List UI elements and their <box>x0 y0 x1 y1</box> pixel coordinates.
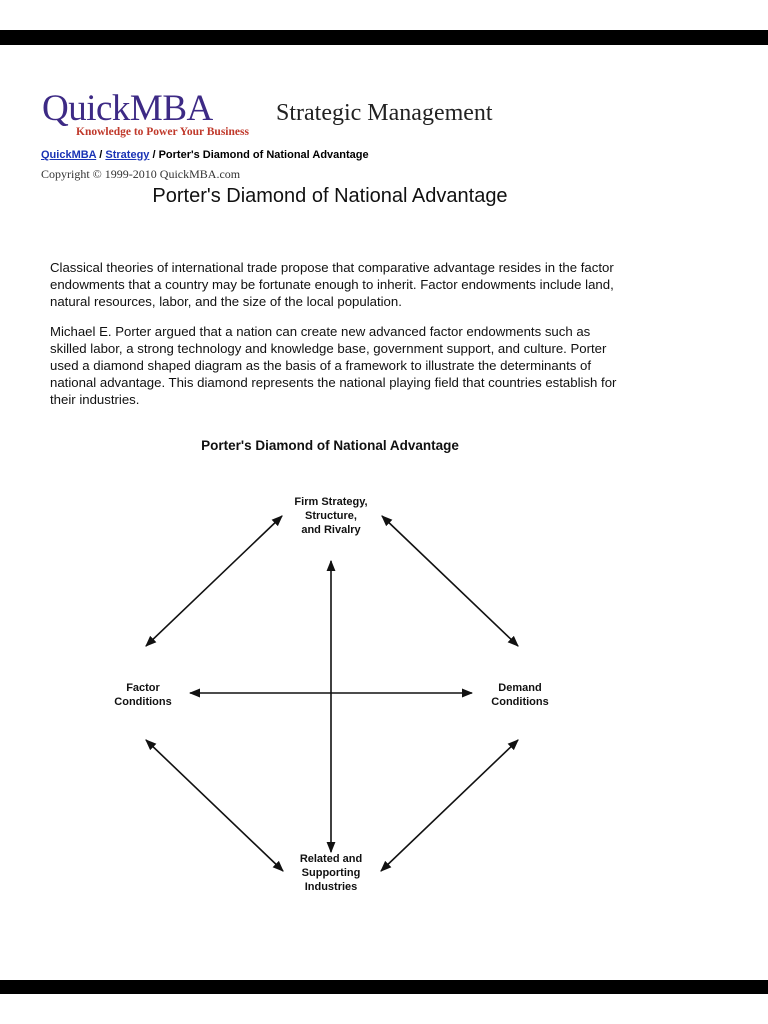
porter-paragraph: Michael E. Porter argued that a nation can create new advanced factor endowments such as skilled labor, a strong technology and knowledge base, government support, and culture. Porter used a diamond shaped diagram as the basis of a framework to illustrate the determinants of national advantage. This diamond represents the national playing field that countries establish for their industries. <box>50 324 617 407</box>
node-label: Firm Strategy, <box>294 496 368 508</box>
page-title: Porter's Diamond of National Advantage <box>152 185 508 207</box>
porters-diamond-diagram <box>0 480 768 910</box>
bottom-bar <box>0 980 768 994</box>
node-firm-strategy <box>294 496 367 536</box>
arrow-left-bottom <box>146 740 283 871</box>
breadcrumb-separator: / <box>96 149 106 161</box>
node-factor-conditions <box>114 682 171 708</box>
intro-paragraph: Classical theories of international trade propose that comparative advantage resides in the factor endowments that a country may be fortunate enough to inherit. Factor endowments include land, natural resources, labor, and the size of the local population. <box>50 260 614 309</box>
node-label: Conditions <box>114 696 172 708</box>
copyright-notice: Copyright © 1999-2010 QuickMBA.com <box>41 167 241 181</box>
node-label: Conditions <box>491 696 549 708</box>
logo-text: QuickMBA <box>42 88 213 129</box>
node-demand-conditions <box>491 682 548 708</box>
arrow-top-right <box>382 516 518 646</box>
node-label: Supporting <box>301 867 361 879</box>
quickmba-logo[interactable] <box>42 88 249 138</box>
node-related-industries <box>300 853 362 893</box>
logo-tagline: Knowledge to Power Your Business <box>76 126 249 138</box>
node-label: Structure, <box>305 510 357 522</box>
node-label: Factor <box>126 682 160 694</box>
node-label: Demand <box>498 682 542 694</box>
node-label: Related and <box>299 853 363 865</box>
diagram-title: Porter's Diamond of National Advantage <box>201 438 459 453</box>
node-label: Industries <box>304 881 358 893</box>
breadcrumb <box>41 149 369 161</box>
node-label: and Rivalry <box>301 524 361 536</box>
arrow-top-left <box>146 516 282 646</box>
breadcrumb-strategy-link[interactable]: Strategy <box>105 149 150 161</box>
arrow-right-bottom <box>381 740 518 871</box>
top-bar <box>0 30 768 45</box>
breadcrumb-home-link[interactable]: QuickMBA <box>41 149 97 161</box>
section-title: Strategic Management <box>276 100 493 126</box>
breadcrumb-separator: / <box>149 149 159 161</box>
breadcrumb-current: Porter's Diamond of National Advantage <box>158 149 369 161</box>
